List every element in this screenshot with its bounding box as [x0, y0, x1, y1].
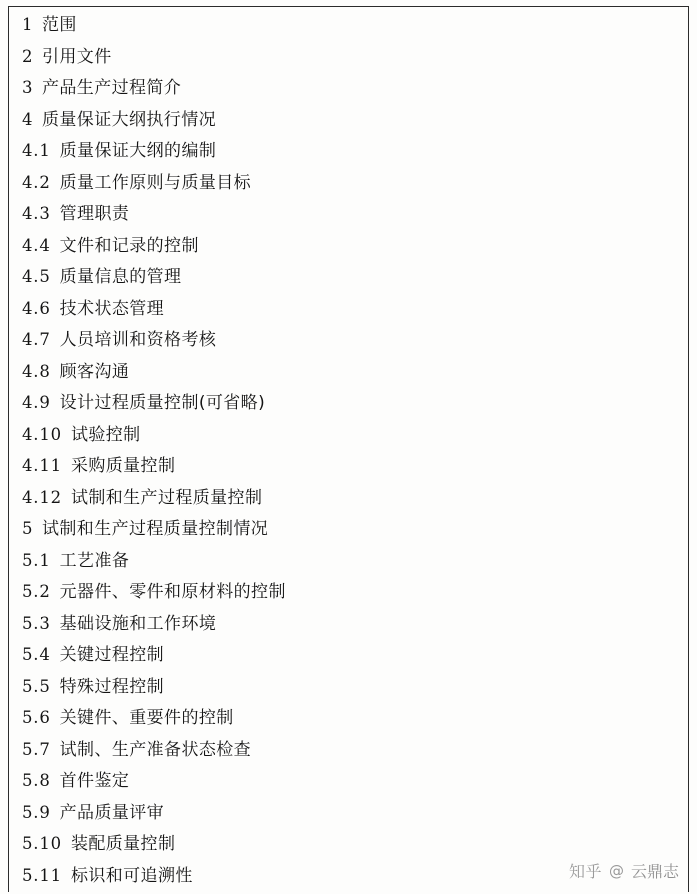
- toc-entry: [22, 262, 677, 294]
- table-of-contents: [22, 10, 677, 892]
- toc-entry-number: 5.10: [22, 834, 62, 853]
- toc-entry-number: 2: [22, 46, 33, 66]
- toc-entry-title: 质量信息的管理: [59, 267, 182, 287]
- toc-entry-title: 工艺准备: [59, 550, 130, 571]
- toc-entry-number: 5.1: [22, 550, 51, 570]
- toc-entry: [22, 294, 677, 326]
- toc-entry-number: 5.4: [22, 645, 51, 664]
- toc-entry: [22, 766, 677, 798]
- toc-entry: [22, 325, 677, 357]
- toc-entry: [22, 42, 677, 74]
- toc-entry-title: 引用文件: [42, 46, 112, 67]
- toc-entry: [22, 798, 677, 830]
- toc-entry: [22, 577, 677, 609]
- toc-entry-title: 标识和可追溯性: [70, 865, 193, 886]
- toc-entry-number: 5.2: [22, 582, 51, 601]
- toc-entry-title: 首件鉴定: [59, 771, 130, 791]
- toc-entry: [22, 703, 677, 735]
- zhihu-logo: 知乎: [568, 862, 602, 881]
- toc-entry-number: 1: [22, 15, 33, 34]
- toc-entry-number: 4.1: [22, 141, 51, 160]
- toc-entry: [22, 609, 677, 641]
- page-border-top: [8, 6, 689, 7]
- toc-entry: [22, 420, 677, 452]
- toc-entry-number: 4: [22, 109, 33, 129]
- toc-entry-title: 范围: [42, 15, 77, 35]
- watermark: [569, 859, 679, 882]
- toc-entry-title: 关键过程控制: [59, 645, 165, 665]
- toc-entry-number: 5: [22, 519, 33, 538]
- toc-entry-number: 4.4: [22, 235, 51, 255]
- toc-entry-title: 技术状态管理: [59, 298, 165, 319]
- toc-entry-number: 3: [22, 78, 33, 97]
- at-symbol: @: [608, 861, 624, 880]
- toc-entry: [22, 514, 677, 546]
- toc-entry-title: 产品质量评审: [59, 802, 165, 823]
- toc-entry-number: 4.3: [22, 204, 51, 223]
- toc-entry: [22, 388, 677, 420]
- toc-entry: [22, 546, 677, 578]
- toc-entry-title: 设计过程质量控制(可省略): [59, 393, 266, 413]
- toc-entry-number: 4.7: [22, 330, 51, 349]
- toc-entry-title: 关键件、重要件的控制: [59, 708, 234, 728]
- toc-entry-title: 顾客沟通: [59, 361, 130, 382]
- toc-entry-title: 试制和生产过程质量控制情况: [42, 519, 269, 539]
- page-border-left: [8, 6, 9, 892]
- toc-entry: [22, 168, 677, 200]
- toc-entry-number: 4.6: [22, 298, 51, 318]
- toc-entry-title: 装配质量控制: [70, 834, 176, 854]
- toc-entry-number: 5.6: [22, 708, 51, 727]
- toc-entry: [22, 483, 677, 515]
- toc-entry-number: 5.5: [22, 676, 51, 696]
- toc-entry-title: 质量保证大纲执行情况: [42, 109, 216, 130]
- toc-entry-title: 质量工作原则与质量目标: [59, 172, 252, 193]
- page-border-right: [688, 6, 689, 892]
- toc-entry-number: 4.11: [22, 456, 62, 475]
- toc-entry: [22, 199, 677, 231]
- toc-entry-number: 5.7: [22, 739, 51, 759]
- toc-entry-title: 人员培训和资格考核: [59, 330, 217, 350]
- toc-entry: [22, 829, 677, 861]
- toc-entry: [22, 451, 677, 483]
- toc-entry: [22, 231, 677, 263]
- toc-entry-title: 元器件、零件和原材料的控制: [59, 582, 286, 602]
- toc-entry-title: 质量保证大纲的编制: [59, 141, 217, 161]
- toc-entry-number: 4.12: [22, 487, 62, 507]
- toc-entry-number: 5.11: [22, 865, 62, 885]
- watermark-username: 云鼎志: [630, 862, 679, 881]
- toc-entry-title: 特殊过程控制: [59, 676, 165, 697]
- toc-entry-title: 文件和记录的控制: [59, 235, 199, 256]
- toc-entry-number: 4.8: [22, 361, 51, 381]
- toc-entry-title: 试验控制: [70, 424, 141, 445]
- toc-entry-number: 4.2: [22, 172, 51, 192]
- toc-entry-title: 试制和生产过程质量控制: [70, 487, 263, 508]
- toc-entry-number: 5.9: [22, 802, 51, 822]
- toc-entry: [22, 735, 677, 767]
- toc-entry-number: 4.10: [22, 424, 62, 444]
- toc-entry: [22, 357, 677, 389]
- toc-entry: [22, 672, 677, 704]
- toc-entry-title: 基础设施和工作环境: [59, 613, 217, 634]
- toc-entry-number: 4.9: [22, 393, 51, 412]
- toc-entry-title: 管理职责: [59, 204, 130, 224]
- toc-entry-number: 5.3: [22, 613, 51, 633]
- toc-entry: [22, 73, 677, 105]
- toc-entry: [22, 105, 677, 137]
- toc-entry-title: 采购质量控制: [70, 456, 176, 476]
- toc-entry-title: 试制、生产准备状态检查: [59, 739, 252, 760]
- toc-entry: [22, 136, 677, 168]
- toc-entry-title: 产品生产过程简介: [42, 78, 182, 98]
- toc-entry-number: 5.8: [22, 771, 51, 790]
- toc-entry: [22, 640, 677, 672]
- toc-entry-number: 4.5: [22, 267, 51, 286]
- toc-entry: [22, 10, 677, 42]
